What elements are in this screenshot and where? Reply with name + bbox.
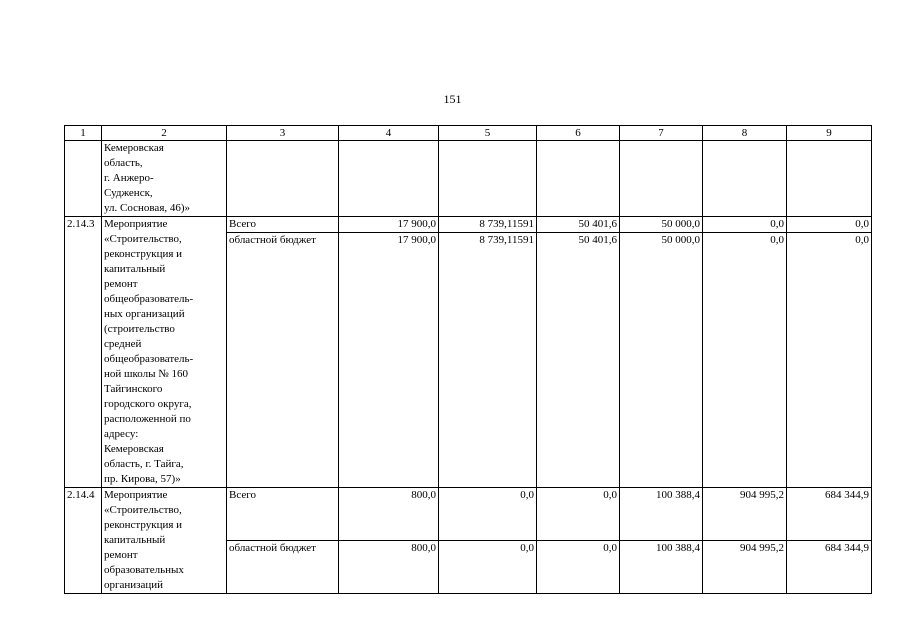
value-cell: 0,0 bbox=[537, 488, 620, 541]
funding-source: Всего bbox=[227, 488, 339, 541]
value-cell: 100 388,4 bbox=[620, 488, 703, 541]
table-row bbox=[65, 217, 872, 233]
value-cell: 0,0 bbox=[703, 217, 787, 233]
item-code: 2.14.4 bbox=[65, 488, 102, 594]
value-cell: 800,0 bbox=[339, 488, 439, 541]
table-cell bbox=[703, 141, 787, 217]
header-cell: 8 bbox=[703, 126, 787, 141]
value-cell: 0,0 bbox=[537, 541, 620, 594]
value-cell: 50 000,0 bbox=[620, 233, 703, 488]
header-cell: 1 bbox=[65, 126, 102, 141]
value-cell: 0,0 bbox=[787, 233, 872, 488]
value-cell: 17 900,0 bbox=[339, 217, 439, 233]
item-name: Мероприятие «Строительство, реконструкция и капитальный ремонт общеобразователь- ных организаций (строительство средней общеобразователь- ной школы № 160 Тайгинского городского округа, расположенной по адресу: Кемеровская область, г. Тайга, пр. Кирова, 57)» bbox=[102, 217, 227, 488]
value-cell: 904 995,2 bbox=[703, 488, 787, 541]
header-cell: 9 bbox=[787, 126, 872, 141]
header-cell: 3 bbox=[227, 126, 339, 141]
table-cell bbox=[339, 141, 439, 217]
value-cell: 0,0 bbox=[439, 488, 537, 541]
value-cell: 100 388,4 bbox=[620, 541, 703, 594]
funding-source: областной бюджет bbox=[227, 541, 339, 594]
value-cell: 8 739,11591 bbox=[439, 217, 537, 233]
funding-source: Всего bbox=[227, 217, 339, 233]
continuation-row bbox=[65, 141, 872, 217]
table-cell bbox=[65, 141, 102, 217]
table-row bbox=[65, 488, 872, 541]
header-cell: 7 bbox=[620, 126, 703, 141]
table-cell bbox=[787, 141, 872, 217]
value-cell: 904 995,2 bbox=[703, 541, 787, 594]
table-cell bbox=[620, 141, 703, 217]
table-cell bbox=[227, 141, 339, 217]
value-cell: 17 900,0 bbox=[339, 233, 439, 488]
value-cell: 684 344,9 bbox=[787, 541, 872, 594]
item-name: Мероприятие «Строительство, реконструкция и капитальный ремонт образовательных организаций bbox=[102, 488, 227, 594]
table-cell bbox=[439, 141, 537, 217]
header-cell: 4 bbox=[339, 126, 439, 141]
value-cell: 0,0 bbox=[703, 233, 787, 488]
item-code: 2.14.3 bbox=[65, 217, 102, 488]
page-number: 151 bbox=[443, 92, 462, 106]
value-cell: 50 401,6 bbox=[537, 217, 620, 233]
value-cell: 50 401,6 bbox=[537, 233, 620, 488]
value-cell: 0,0 bbox=[787, 217, 872, 233]
budget-table bbox=[64, 125, 872, 594]
header-cell: 2 bbox=[102, 126, 227, 141]
value-cell: 0,0 bbox=[439, 541, 537, 594]
value-cell: 8 739,11591 bbox=[439, 233, 537, 488]
table-header-row bbox=[65, 126, 872, 141]
header-cell: 5 bbox=[439, 126, 537, 141]
continuation-text: Кемеровская область, г. Анжеро- Судженск, ул. Сосновая, 46)» bbox=[102, 141, 227, 217]
value-cell: 684 344,9 bbox=[787, 488, 872, 541]
value-cell: 50 000,0 bbox=[620, 217, 703, 233]
table-cell bbox=[537, 141, 620, 217]
value-cell: 800,0 bbox=[339, 541, 439, 594]
header-cell: 6 bbox=[537, 126, 620, 141]
funding-source: областной бюджет bbox=[227, 233, 339, 488]
